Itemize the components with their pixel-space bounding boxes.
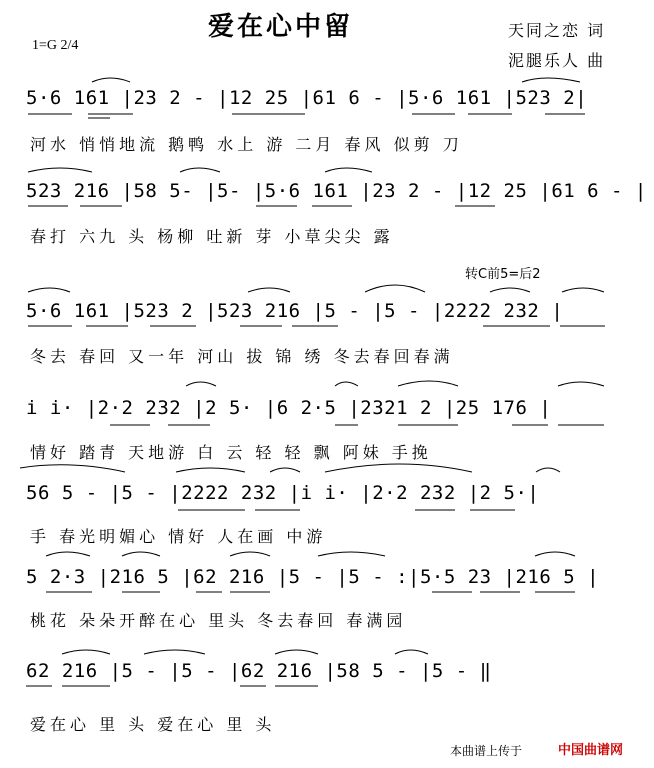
notation-row: 523 216 |58 5- |5- |5·6 161 |23 2 - |12 25 |61 6 - | <box>26 180 647 202</box>
notation-row: i i· |2·2 232 |2 5· |6 2·5 |2321 2 |25 176 | <box>26 397 552 419</box>
lyrics-row: 春打 六九 头 杨柳 吐新 芽 小草尖尖 露 <box>30 227 394 246</box>
notation-row: 5 2·3 |216 5 |62 216 |5 - |5 - :|5·5 23 |216 5 | <box>26 566 600 588</box>
notation-row: 5·6 161 |523 2 |523 216 |5 - |5 - |2222 232 | <box>26 300 564 322</box>
lyrics-row: 河水 悄悄地流 鹅鸭 水上 游 二月 春风 似剪 刀 <box>30 135 463 154</box>
composer-credit: 泥腿乐人 曲 <box>508 51 606 70</box>
lyrics-row: 手 春光明媚心 情好 人在画 中游 <box>30 527 327 546</box>
key-signature: 1=G 2/4 <box>32 38 79 53</box>
lyrics-row: 冬去 春回 又一年 河山 拔 锦 绣 冬去春回春满 <box>30 347 454 366</box>
song-title: 爱在心中留 <box>208 12 354 42</box>
modulation-note: 转C前5=后2 <box>465 267 541 282</box>
lyrics-row: 爱在心 里 头 爱在心 里 头 <box>30 715 276 734</box>
notation-row: 62 216 |5 - |5 - |62 216 |58 5 - |5 - ‖ <box>26 660 492 682</box>
footer-text: 本曲谱上传于 <box>450 744 523 758</box>
lyrics-row: 情好 踏青 天地游 白 云 轻 轻 飘 阿妹 手挽 <box>30 443 432 462</box>
notation-row: 5·6 161 |23 2 - |12 25 |61 6 - |5·6 161 |523 2| <box>26 87 588 109</box>
site-logo[interactable]: 中国曲谱网 <box>558 743 624 758</box>
lyricist-credit: 天同之恋 词 <box>508 21 606 40</box>
notation-row: 56 5 - |5 - |2222 232 |i i· |2·2 232 |2 5·| <box>26 482 540 504</box>
lyrics-row: 桃花 朵朵开醉在心 里头 冬去春回 春满园 <box>30 611 407 630</box>
